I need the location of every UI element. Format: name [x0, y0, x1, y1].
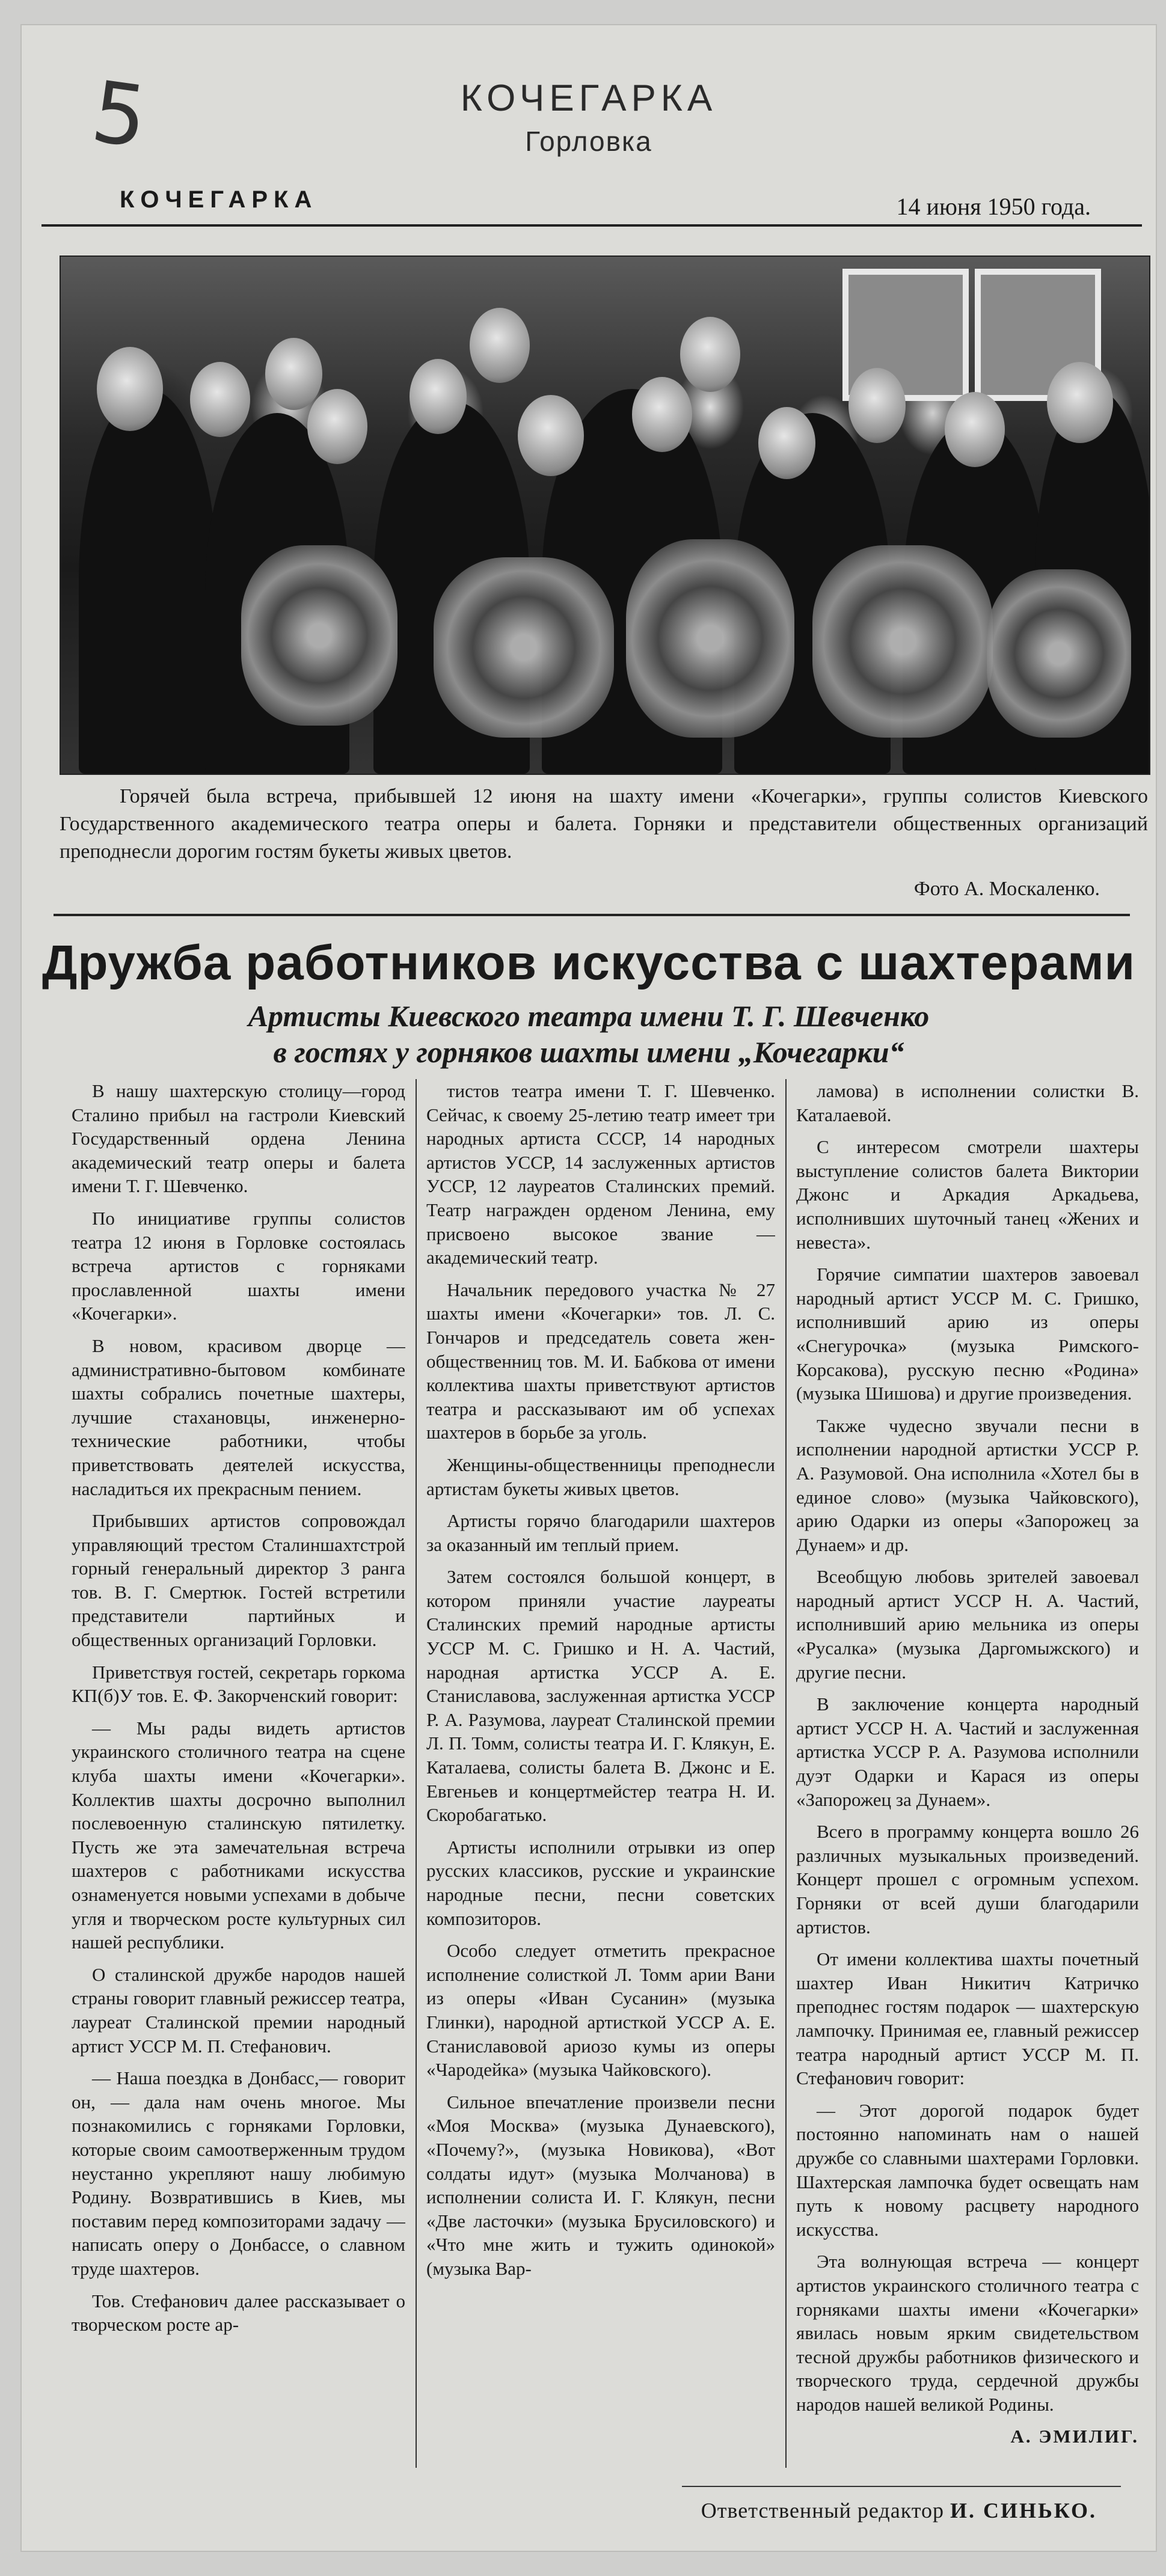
- subhead-line-2: в гостях у горняков шахты имени „Кочегарки“: [273, 1035, 904, 1069]
- photo-face: [945, 392, 1005, 467]
- paragraph: Затем состоялся большой концерт, в котором приняли участие лауреаты Сталинских премий народные артисты УССР М. С. Гришко и Н. А. Частий, народная артистка УССР А. Е. Станиславова, заслуженная артистка УССР Р. А. Разумова, лауреат Сталинской премии Л. П. Томм, солисты театра И. Г. Клякун, Е. Каталаева, солисты балета В. Джонс и Е. Евгеньев и концертмейстер театра Н. И. Скоробагатько.: [426, 1566, 775, 1826]
- paragraph: Артисты исполнили отрывки из опер русских классиков, русские и украинские народные песни, песни советских композиторов.: [426, 1836, 775, 1929]
- stamp-city: Горловка: [525, 126, 652, 157]
- article-column-1: [72, 1079, 405, 2468]
- photo-face: [680, 317, 740, 392]
- paragraph: Тов. Стефанович далее рассказывает о творческом росте ар-: [72, 2290, 405, 2336]
- paragraph: Прибывших артистов сопровождал управляющий трестом Сталиншахтстрой горный генеральный директор 3 ранга тов. В. Г. Смертюк. Гостей встретили представители партийных и общественных организаций Горловки.: [72, 1510, 405, 1651]
- paragraph: — Этот дорогой подарок будет постоянно напоминать нам о нашей дружбе со славными шахтерами Горловки. Шахтерская лампочка будет освещать нам путь к новому расцвету народного искусства.: [796, 2099, 1139, 2240]
- paragraph: Начальник передового участка № 27 шахты имени «Кочегарки» тов. Л. С. Гончаров и председатель совета жен-общественниц тов. М. И. Бабкова от имени коллектива шахты приветствуют артистов театра и рассказывают им об успехах шахтеров в борьбе за уголь.: [426, 1279, 775, 1443]
- paragraph: Женщины-общественницы преподнесли артистам букеты живых цветов.: [426, 1454, 775, 1499]
- photo-face: [1047, 362, 1113, 443]
- photo-face: [410, 359, 467, 434]
- photo-face: [848, 368, 906, 443]
- photo-face: [190, 362, 250, 437]
- paragraph: Особо следует отметить прекрасное исполнение солисткой Л. Томм арии Вани из оперы «Иван Сусанин» (музыка Глинки), народной артисткой УССР А. Е. Станиславовой ариозо кумы из оперы «Чародейка» (музыка Чайковского).: [426, 1940, 775, 2081]
- paragraph: Артисты горячо благодарили шахтеров за оказанный им теплый прием.: [426, 1510, 775, 1555]
- paper-date: 14 июня 1950 года.: [896, 193, 1091, 220]
- photo-caption: Горячей была встреча, прибывшей 12 июня на шахту имени «Кочегарки», группы солистов Киевского Государственного академического театра оперы и балета. Горняки и представители общественных организаций преподнесли дорогим гостям букеты живых цветов.: [60, 785, 1148, 863]
- photo-figure: [79, 389, 217, 774]
- photo-face: [632, 377, 692, 452]
- photo-bouquet: [812, 545, 993, 738]
- photo-face: [307, 389, 367, 464]
- paper-name: КОЧЕГАРКА: [120, 186, 318, 213]
- handwritten-mark: 5: [86, 63, 153, 168]
- paragraph: — Мы рады видеть артистов украинского столичного театра на сцене клуба шахты имени «Кочегарки». Коллектив шахты досрочно выполнил послевоенную сталинскую пятилетку. Пусть же эта замечательная встреча шахтеров с работниками искусства ознаменуется новыми успехами в добыче угля и творческом росте культурных сил нашей республики.: [72, 1717, 405, 1953]
- section-rule: [54, 914, 1130, 916]
- photo-face: [470, 308, 530, 383]
- subhead-line-1: Артисты Киевского театра имени Т. Г. Шевченко: [248, 999, 930, 1033]
- group-photo: [60, 255, 1150, 775]
- paragraph: О сталинской дружбе народов нашей страны говорит главный режиссер театра, лауреат Сталинской премии народный артист УССР М. П. Стефанович.: [72, 1963, 405, 2057]
- paragraph: В заключение концерта народный артист УССР Н. А. Частий и заслуженная артистка УССР Р. А. Разумова исполнили дуэт Одарки и Карася из оперы «Запорожец за Дунаем».: [796, 1693, 1139, 1810]
- article-author: А. ЭМИЛИГ.: [1010, 2426, 1139, 2447]
- editor-credit: [701, 2498, 1097, 2523]
- paragraph: Также чудесно звучали песни в исполнении народной артистки УССР Р. А. Разумовой. Она исполнила «Хотел бы в единое слово» (музыка Чайковского), арию Одарки из оперы «Запорожец за Дунаем» и др.: [796, 1415, 1139, 1555]
- newspaper-clipping: [20, 24, 1157, 2552]
- paragraph: Всеобщую любовь зрителей завоевал народный артист УССР Н. А. Частий, исполнивший арию мельника из оперы «Русалка» (музыка Даргомыжского) и другие песни.: [796, 1566, 1139, 1683]
- article-subhead: [20, 998, 1157, 1070]
- paragraph: В новом, красивом дворце — административно-бытовом комбинате шахты собрались почетные шахтеры, лучшие стахановцы, инженерно-технические работники, чтобы приветствовать деятелей искусства, насладиться их прекрасным пением.: [72, 1335, 405, 1499]
- top-rule: [41, 224, 1142, 227]
- editor-name: И. СИНЬКО.: [950, 2498, 1097, 2522]
- editor-label: Ответственный редактор: [701, 2498, 944, 2522]
- paragraph: По инициативе группы солистов театра 12 июня в Горловке состоялась встреча артистов с горняками прославленной шахты имени «Кочегарки».: [72, 1207, 405, 1324]
- article-headline: Дружба работников искусства с шахтерами: [41, 935, 1136, 990]
- paragraph: — Наша поездка в Донбасс,— говорит он, — дала нам очень многое. Мы познакомились с горняками Горловки, которые своим самоотверженным трудом неустанно укрепляют нашу любимую Родину. Возвратившись в Киев, мы поставим перед композиторами задачу — написать оперу о Донбассе, о славном труде шахтеров.: [72, 2067, 405, 2279]
- column-divider: [416, 1079, 417, 2468]
- paragraph: От имени коллектива шахты почетный шахтер Иван Никитич Катричко преподнес гостям подарок — шахтерскую лампочку. Принимая ее, главный режиссер театра народный артист УССР М. П. Стефанович говорит:: [796, 1948, 1139, 2089]
- paragraph: Горячие симпатии шахтеров завоевал народный артист УССР М. С. Гришко, исполнивший арию из оперы «Снегурочка» (музыка Римского-Корсакова), русскую песню «Родина» (музыка Шишова) и другие произведения.: [796, 1264, 1139, 1404]
- photo-face: [518, 395, 584, 476]
- photo-face: [97, 347, 163, 431]
- stamp-title: КОЧЕГАРКА: [460, 78, 717, 119]
- photo-bouquet: [241, 545, 397, 726]
- paragraph: Приветствуя гостей, секретарь горкома КП(б)У тов. Е. Ф. Закорченский говорит:: [72, 1661, 405, 1707]
- photo-face: [265, 338, 322, 410]
- paragraph: В нашу шахтерскую столицу—город Сталино прибыл на гастроли Киевский Государственный ордена Ленина академический театр оперы и балета имени Т. Г. Шевченко.: [72, 1080, 405, 1197]
- photo-bouquet: [626, 539, 794, 738]
- footer-rule: [682, 2486, 1121, 2487]
- paragraph: Эта волнующая встреча — концерт артистов украинского столичного театра с горняками шахты имени «Кочегарки» явилась новым ярким свидетельством тесной дружбы работников физического и творческого труда, сердечной дружбы народов нашей великой Родины.: [796, 2251, 1139, 2415]
- paragraph: С интересом смотрели шахтеры выступление солистов балета Виктории Джонс и Аркадия Аркадьева, исполнивших шуточный танец «Жених и невеста».: [796, 1136, 1139, 1253]
- column-divider: [785, 1079, 787, 2468]
- paragraph: ламова) в исполнении солистки В. Каталаевой.: [796, 1080, 1139, 1125]
- photo-bouquet: [434, 557, 614, 738]
- paragraph: Сильное впечатление произвели песни «Моя Москва» (музыка Дунаевского), «Почему?», (музыка Новикова), «Вот солдаты идут» (музыка Молчанова) в исполнении солиста И. Г. Клякун, песни «Две ласточки» (музыка Брусиловского) и «Что мне жить и тужить одинокой» (музыка Вар-: [426, 2091, 775, 2279]
- paragraph: тистов театра имени Т. Г. Шевченко. Сейчас, к своему 25-летию театр имеет три народных артиста СССР, 14 народных артистов УССР, 14 заслуженных артистов УССР, 12 лауреатов Сталинских премий. Театр награжден орденом Ленина, ему присвоено высокое звание — академический театр.: [426, 1080, 775, 1268]
- article-column-3: [796, 1079, 1139, 2468]
- photo-face: [758, 407, 815, 479]
- photo-bouquet: [987, 569, 1131, 738]
- paragraph: Всего в программу концерта вошло 26 различных музыкальных произведений. Концерт прошел с огромным успехом. Горняки от всей души благодарили артистов.: [796, 1821, 1139, 1938]
- article-column-2: [426, 1079, 775, 2468]
- photo-credit: Фото А. Москаленко.: [913, 878, 1100, 900]
